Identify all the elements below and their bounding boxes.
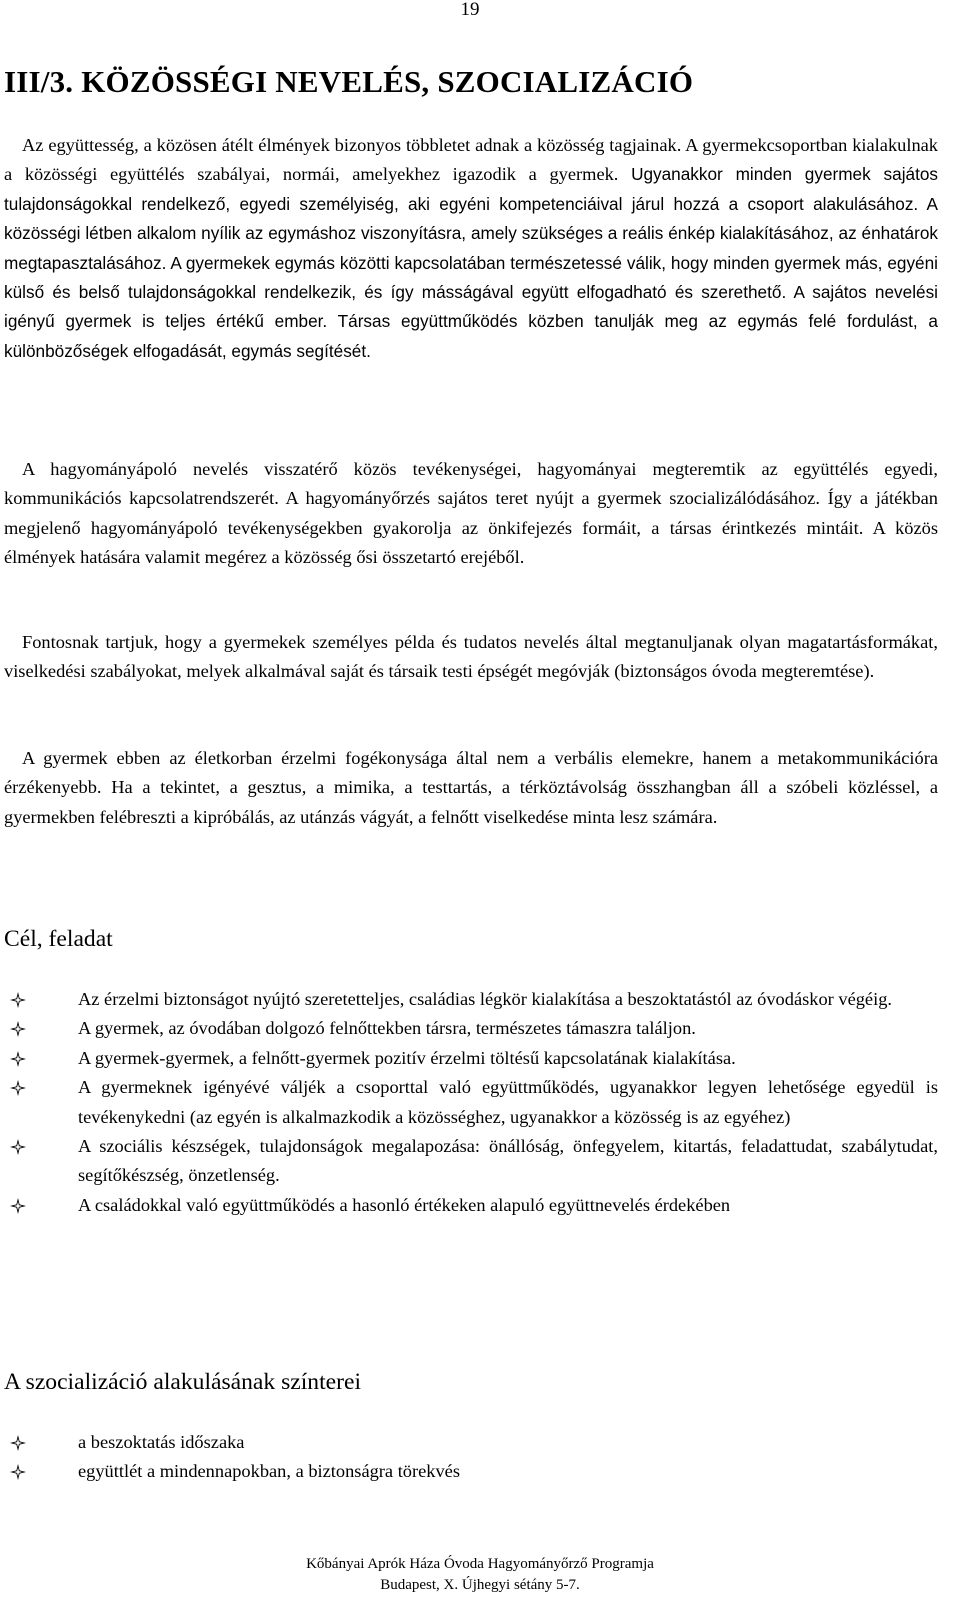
list-item [4, 1073, 938, 1132]
footer-program-name: Kőbányai Aprók Háza Óvoda Hagyományőrző Programja [306, 1556, 654, 1572]
list-item [4, 1132, 938, 1191]
paragraph-community-intro [4, 131, 938, 366]
diamond-bullet-icon [10, 992, 26, 1008]
list-item [4, 985, 938, 1014]
diamond-bullet-icon [10, 1464, 26, 1480]
diamond-bullet-icon [10, 1198, 26, 1214]
list-item [4, 1014, 938, 1043]
footer-address: Budapest, X. Újhegyi sétány 5-7. [380, 1577, 580, 1593]
page-number: 19 [460, 0, 480, 20]
list-item-text: A gyermeknek igényévé váljék a csoporttal való együttműködés, ugyanakkor legyen lehetősége egyedül is tevékenykedni (az egyén is alkalmazkodik a közösséghez, ugyanakkor a közösség is az egyéhez) [78, 1077, 938, 1127]
list-item [4, 1457, 938, 1486]
paragraph-metacommunication: A gyermek ebben az életkorban érzelmi fogékonysága által nem a verbális elemekre, hanem a metakommunikációra érzékenyebb. Ha a tekintet, a gesztus, a mimika, a testtartás, a térköztávolság összhangban áll a szóbeli közléssel, a gyermekben felébreszti a kipróbálás, az utánzás vágyát, a felnőtt viselkedése minta lesz számára. [4, 748, 938, 827]
goals-list [4, 985, 938, 1220]
list-item-text: A gyermek-gyermek, a felnőtt-gyermek pozitív érzelmi töltésű kapcsolatának kialakítása. [78, 1047, 736, 1068]
paragraph-tradition: A hagyományápoló nevelés visszatérő közös tevékenységei, hagyományai megteremtik az együttélés egyedi, kommunikációs kapcsolatrendszerét. A hagyományőrzés sajátos teret nyújt a gyermek szocializálódásához. Így a játékban megjelenő hagyományápoló tevékenységekben gyakorolja az önkifejezés formáit, a társas érintkezés mintáit. A közös élmények hatására valamit megérez a közösség ősi összetartó erejéből. [4, 459, 938, 568]
list-item-text: Az érzelmi biztonságot nyújtó szeretetteljes, családias légkör kialakítása a beszoktatástól az óvodáskor végéig. [78, 989, 893, 1009]
diamond-bullet-icon [10, 1139, 26, 1155]
list-item [4, 1191, 938, 1220]
list-item-text: A szociális készségek, tulajdonságok megalapozása: önállóság, önfegyelem, kitartás, feladattudat, szabálytudat, segítőkészség, önzetlenség. [78, 1136, 938, 1186]
list-item-text: A családokkal való együttműködés a hasonló értékeken alapuló együttnevelés érdekében [78, 1194, 731, 1215]
list-item-text: A gyermek, az óvodában dolgozó felnőttekben társra, természetes támaszra találjon. [78, 1018, 696, 1039]
venues-list [4, 1428, 938, 1487]
paragraph-community-intro-part2: Ugyanakkor minden gyermek sajátos tulajdonságokkal rendelkező, egyedi személyiség, aki egyéni kompetenciáival járul hozzá a csoport alakulásához. A közösségi létben alkalom nyílik az egymáshoz viszonyításra, amely szükséges a reális énkép kialakításához, az énhatárok megtapasztalásához. [4, 164, 938, 273]
paragraph-behaviour: Fontosnak tartjuk, hogy a gyermekek személyes példa és tudatos nevelés által megtanuljanak olyan magatartásformákat, viselkedési szabályokat, melyek alkalmával saját és társaik testi épségét megóvják (biztonságos óvoda megteremtése). [4, 632, 938, 682]
chapter-title: III/3. KÖZÖSSÉGI NEVELÉS, SZOCIALIZÁCIÓ [4, 64, 694, 99]
diamond-bullet-icon [10, 1435, 26, 1451]
paragraph-community-intro-part1: Az együttesség, a közösen átélt élmények bizonyos többletet adnak a közösség tagjainak. A gyermekcsoportban kialakulnak a közösségi együttélés szabályai, normái, amelyekhez igazodik a gyermek. [4, 135, 938, 185]
diamond-bullet-icon [10, 1051, 26, 1067]
diamond-bullet-icon [10, 1021, 26, 1037]
section-heading-goals: Cél, feladat [4, 926, 113, 952]
paragraph-community-intro-part3: A gyermekek egymás közötti kapcsolatában természetessé válik, hogy minden gyermek más, egyéni külső és belső tulajdonságokkal rendelkezik, és így másságával együtt elfogadható és szerethető. A sajátos nevelési igényű gyermek is teljes értékű ember. Társas együttműködés közben tanulják meg az egymás felé fordulást, a különbözőségek elfogadását, egymás segítését. [4, 252, 938, 361]
list-item [4, 1428, 938, 1457]
list-item-text: együttlét a mindennapokban, a biztonságra törekvés [78, 1461, 460, 1482]
list-item-text: a beszoktatás időszaka [78, 1432, 245, 1452]
list-item [4, 1044, 938, 1073]
section-heading-venues: A szocializáció alakulásának színterei [4, 1369, 362, 1395]
diamond-bullet-icon [10, 1080, 26, 1096]
